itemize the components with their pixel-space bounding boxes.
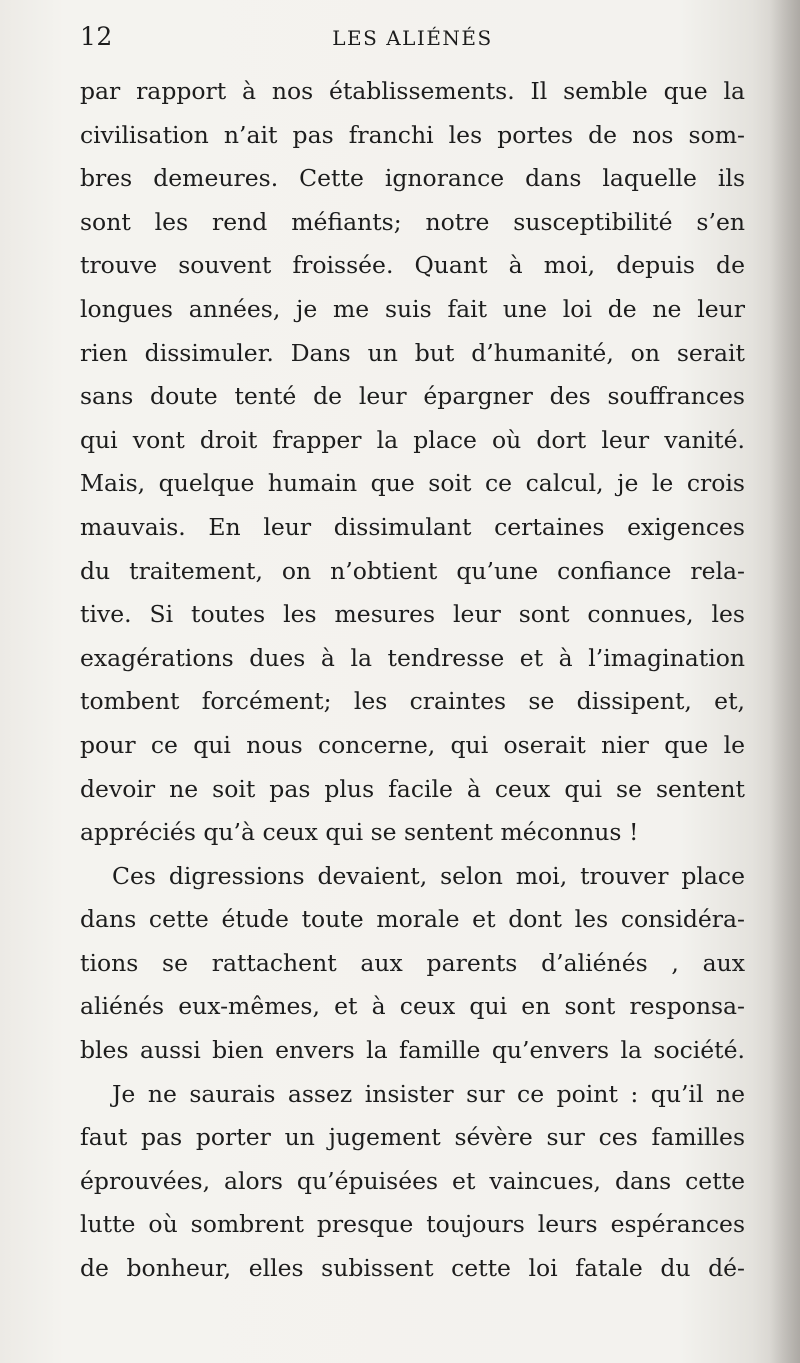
text-line: bres demeures. Cette ignorance dans laquelle ils (80, 164, 745, 193)
page-header (80, 22, 745, 58)
page-edge-shadow (770, 0, 800, 1363)
text-line: de bonheur, elles subissent cette loi fatale du dé- (80, 1254, 745, 1283)
text-line: tombent forcément; les craintes se dissipent, et, (80, 687, 745, 716)
text-line: tions se rattachent aux parents d’aliénés , aux (80, 948, 745, 977)
text-line: bles aussi bien envers la famille qu’envers la société. (80, 1036, 745, 1065)
text-line: lutte où sombrent presque toujours leurs espérances (80, 1210, 745, 1239)
text-line: Je ne saurais assez insister sur ce point : qu’il ne (112, 1079, 745, 1108)
text-line: par rapport à nos établissements. Il semble que la (80, 77, 745, 105)
text-line: qui vont droit frapper la place où dort leur vanité. (80, 425, 745, 454)
text-line: mauvais. En leur dissimulant certaines exigences (80, 512, 745, 541)
text-line: faut pas porter un jugement sévère sur ces familles (80, 1123, 745, 1152)
text-line: sont les rend méfiants; notre susceptibilité s’en (80, 207, 745, 236)
text-line: appréciés qu’à ceux qui se sentent méconnus ! (80, 818, 639, 847)
text-line: éprouvées, alors qu’épuisées et vaincues, dans cette (80, 1166, 745, 1195)
body-text (80, 70, 745, 1291)
page-number: 12 (80, 22, 113, 51)
text-line: aliénés eux-mêmes, et à ceux qui en sont responsa- (80, 992, 745, 1021)
text-line: dans cette étude toute morale et dont les considéra- (80, 905, 745, 934)
text-line: exagérations dues à la tendresse et à l’imagination (80, 643, 745, 672)
text-line: pour ce qui nous concerne, qui oserait nier que le (80, 730, 745, 759)
running-title: LES ALIÉNÉS (332, 26, 493, 50)
text-line: devoir ne soit pas plus facile à ceux qui se sentent (80, 774, 745, 803)
text-line: trouve souvent froissée. Quant à moi, depuis de (80, 251, 745, 280)
text-line: tive. Si toutes les mesures leur sont connues, les (80, 600, 745, 629)
text-line: longues années, je me suis fait une loi de ne leur (80, 294, 745, 323)
text-line: civilisation n’ait pas franchi les portes de nos som- (80, 120, 745, 149)
text-line: rien dissimuler. Dans un but d’humanité, on serait (80, 338, 745, 367)
text-line: Mais, quelque humain que soit ce calcul, je le crois (80, 469, 745, 498)
text-line: du traitement, on n’obtient qu’une confiance rela- (80, 556, 745, 585)
text-line: sans doute tenté de leur épargner des souffrances (80, 382, 745, 411)
text-line: Ces digressions devaient, selon moi, trouver place (112, 861, 745, 890)
